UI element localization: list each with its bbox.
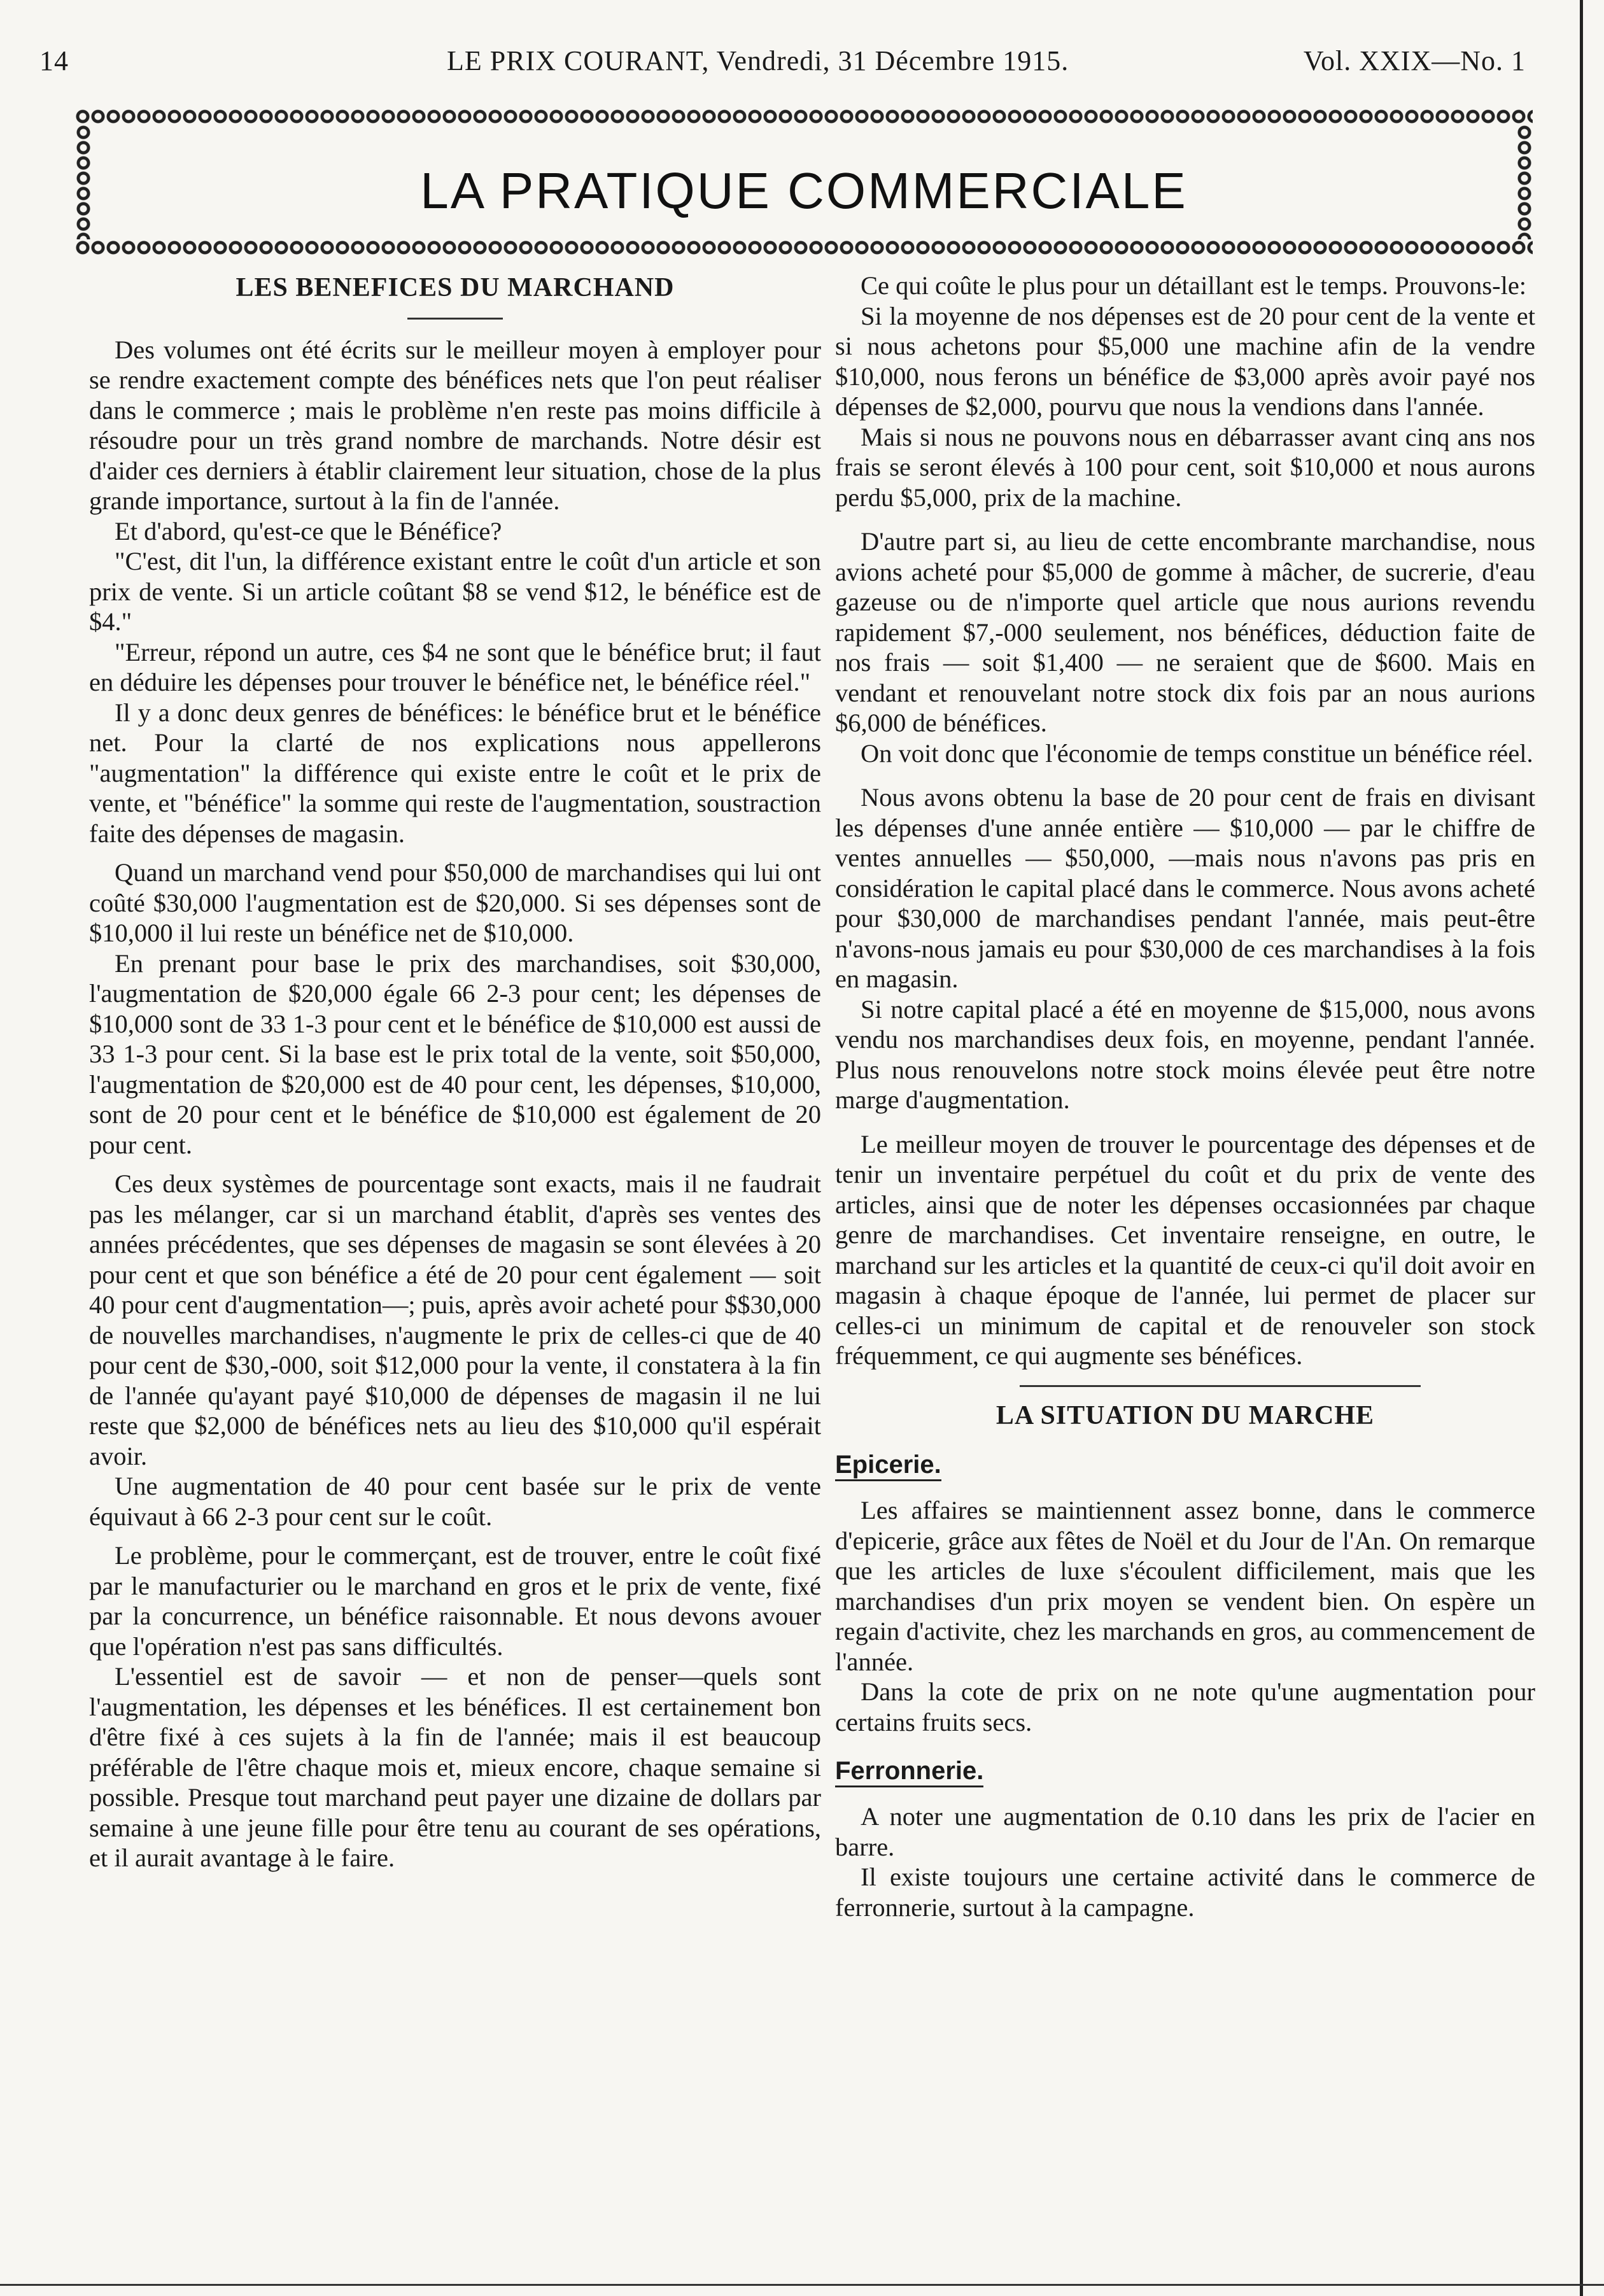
- banner-title: LA PRATIQUE COMMERCIALE: [420, 162, 1188, 219]
- paragraph: D'autre part si, au lieu de cette encombrante marchandise, nous avions acheté pour $5,000 de gomme à mâcher, de sucrerie, d'eau gazeuse ou de n'importe quel article que nous aurions revendu rapidement $7,-000 seulement, nos bénéfices, déduction faite de nos frais — soit $1,400 — ne seraient que de $600. Mais en vendant et renouvelant notre stock dix fois par an nous aurions $6,000 de bénéfices.: [835, 527, 1535, 737]
- paragraph: Il existe toujours une certaine activité dans le commerce de ferronnerie, surtout à la campagne.: [835, 1863, 1535, 1922]
- bottom-edge-rule: [0, 2284, 1604, 2286]
- paragraph: Dans la cote de prix on ne note qu'une augmentation pour certains fruits secs.: [835, 1677, 1535, 1736]
- paragraph: "C'est, dit l'un, la différence existant entre le coût d'un article et son prix de vente. Si un article coûtant $8 se vend $12, le bénéfice est de $4.": [89, 547, 821, 636]
- paragraph: Nous avons obtenu la base de 20 pour cent de frais en divisant les dépenses d'une année entière — $10,000 — par le chiffre de ventes annuelles — $50,000, —mais nous n'avons pas pris en considération le capital placé dans le commerce. Nous avons acheté pour $30,000 de marchandises pendant l'année, mais peut-être n'avons-nous jamais eu pour $30,000 de ces marchandises à la fois en magasin.: [835, 783, 1535, 993]
- paragraph: Il y a donc deux genres de bénéfices: le bénéfice brut et le bénéfice net. Pour la clarté de nos explications nous appellerons "augmentation" la différence qui existe entre le coût et le prix de vente, et "bénéfice" la somme qui reste de l'augmentation, soustraction faite des dépenses de magasin.: [89, 698, 821, 848]
- left-column: [89, 271, 821, 1873]
- paragraph: Le meilleur moyen de trouver le pourcentage des dépenses et de tenir un inventaire perpétuel du coût et du prix de vente des articles, ainsi que de noter les dépenses occasionnées par chaque genre de marchandises. Cet inventaire renseigne, en outre, le marchand sur les articles et la quantité de ceux-ci qu'il doit avoir en magasin à chaque époque de l'année, lui permet de placer sur celles-ci un minimum de capital et de renouveler son stock fréquemment, ce qui augmente ses bénéfices.: [835, 1129, 1535, 1370]
- article-heading: LES BENEFICES DU MARCHAND: [236, 273, 675, 302]
- paragraph: On voit donc que l'économie de temps constitue un bénéfice réel.: [861, 738, 1533, 768]
- page-number: 14: [39, 45, 69, 76]
- right-margin-rule: [1580, 0, 1583, 2296]
- paragraph: Et d'abord, qu'est-ce que le Bénéfice?: [115, 516, 502, 546]
- paragraph: A noter une augmentation de 0.10 dans les prix de l'acier en barre.: [835, 1802, 1535, 1861]
- paragraph: Si notre capital placé a été en moyenne de $15,000, nous avons vendu nos marchandises deux fois, en moyenne, pendant l'année. Plus nous renouvelons notre stock moins élevée peut être notre marge d'augmentation.: [835, 994, 1535, 1114]
- paragraph: Une augmentation de 40 pour cent basée sur le prix de vente équivaut à 66 2-3 pour cent sur le coût.: [89, 1472, 821, 1531]
- market-section-heading: LA SITUATION DU MARCHE: [995, 1400, 1375, 1430]
- banner-border-bottom: [75, 239, 1533, 256]
- paragraph: Ce qui coûte le plus pour un détaillant est le temps. Prouvons-le:: [861, 271, 1527, 300]
- paragraph: "Erreur, répond un autre, ces $4 ne sont que le bénéfice brut; il faut en déduire les dépenses pour trouver le bénéfice net, le bénéfice réel.": [89, 637, 821, 696]
- paragraph: Les affaires se maintiennent assez bonne, dans le commerce d'epicerie, grâce aux fêtes de Noël et du Jour de l'An. On remarque que les articles de luxe s'écoulent difficilement, mais que les marchandises d'un prix moyen se vendent bien. On espère un regain d'activite, chez les marchands en gros, au commencement de l'année.: [835, 1496, 1535, 1676]
- heading-rule: [407, 318, 503, 320]
- paragraph: En prenant pour base le prix des marchandises, soit $30,000, l'augmentation de $20,000 égale 66 2-3 pour cent; les dépenses de $10,000 sont de 33 1-3 pour cent et le bénéfice de $10,000 est aussi de 33 1-3 pour cent. Si la base est le prix total de la vente, soit $50,000, l'augmentation de $20,000 est de 40 pour cent, les dépenses, $10,000, sont de 20 pour cent et le bénéfice de $10,000 est également de 20 pour cent.: [89, 948, 821, 1159]
- paragraph: Si la moyenne de nos dépenses est de 20 pour cent de la vente et si nous achetons pour $5,000 une machine afin de la vendre $10,000, nous ferons un bénéfice de $3,000 après avoir payé nos dépenses de $2,000, pourvu que nous la vendions dans l'année.: [835, 301, 1535, 421]
- paragraph: Des volumes ont été écrits sur le meilleur moyen à employer pour se rendre exactement compte des bénéfices nets que l'on peut réaliser dans le commerce ; mais le problème n'en reste pas moins difficile à résoudre pour un très grand nombre de marchands. Notre désir est d'aider ces derniers à établir clairement leur situation, chose de la plus grande importance, surtout à la fin de l'année.: [89, 335, 821, 515]
- volume-number: Vol. XXIX—No. 1: [1303, 45, 1526, 76]
- subsection-title-ferronnerie: Ferronnerie.: [835, 1756, 983, 1787]
- section-banner: [75, 108, 1533, 264]
- right-column: [835, 271, 1535, 1922]
- paragraph: L'essentiel est de savoir — et non de penser—quels sont l'augmentation, les dépenses et les bénéfices. Il est certainement bon d'être fixé à ces sujets à la fin de l'année; mais il est beaucoup préférable de l'être chaque mois et, mieux encore, chaque semaine si possible. Presque tout marchand peut payer une dizaine de dollars par semaine à une jeune fille pour être tenu au courant de ses opérations, et il aurait avantage à le faire.: [89, 1662, 821, 1872]
- section-rule: [1020, 1385, 1421, 1387]
- subsection-title-epicerie: Epicerie.: [835, 1450, 941, 1481]
- paragraph: Quand un marchand vend pour $50,000 de marchandises qui lui ont coûté $30,000 l'augmentation est de $20,000. Si ses dépenses sont de $10,000 il lui reste un bénéfice net de $10,000.: [89, 858, 821, 947]
- publication-line: LE PRIX COURANT, Vendredi, 31 Décembre 1915.: [447, 45, 1069, 76]
- paragraph: Le problème, pour le commerçant, est de trouver, entre le coût fixé par le manufacturier ou le marchand en gros et le prix de vente, fixé par la concurrence, un bénéfice raisonnable. Et nous devons avouer que l'opération n'est pas sans difficultés.: [89, 1541, 821, 1661]
- paragraph: Ces deux systèmes de pourcentage sont exacts, mais il ne faudrait pas les mélanger, car si un marchand établit, d'après ses ventes des années précédentes, que ses dépenses de magasin se sont élevées à 20 pour cent et que son bénéfice a été de 20 pour cent également — soit 40 pour cent d'augmentation—; puis, après avoir acheté pour $$30,000 de nouvelles marchandises, n'augmente le prix de celles-ci que de 40 pour cent de $30,-000, soit $12,000 pour la vente, il constatera à la fin de l'année qu'ayant payé $10,000 de dépenses de magasin il ne lui reste que $2,000 de bénéfices nets au lieu des $10,000 qu'il espérait avoir.: [89, 1169, 821, 1470]
- paragraph: Mais si nous ne pouvons nous en débarrasser avant cinq ans nos frais se seront élevés à 100 pour cent, soit $10,000 et nous aurons perdu $5,000, prix de la machine.: [835, 422, 1535, 512]
- page-header: [39, 45, 1526, 83]
- banner-border-top: [75, 108, 1533, 125]
